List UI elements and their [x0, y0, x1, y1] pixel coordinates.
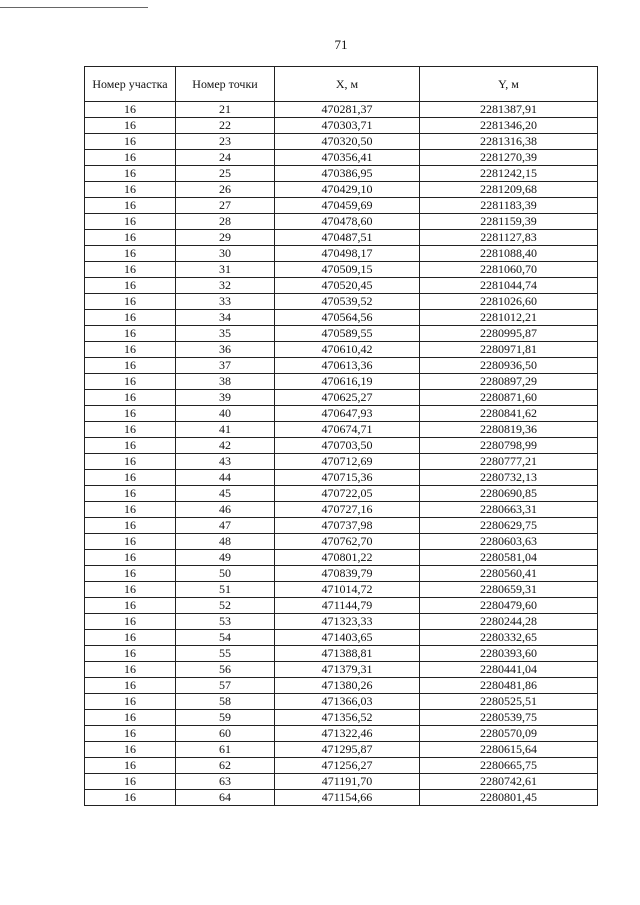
cell-x-coordinate: 470674,71: [275, 422, 420, 438]
cell-point-number: 49: [176, 550, 275, 566]
table-row: [85, 614, 598, 630]
cell-point-number: 59: [176, 710, 275, 726]
table-row: [85, 566, 598, 582]
cell-plot-number: 16: [85, 726, 176, 742]
table-row: [85, 262, 598, 278]
header-point-number: Номер точки: [176, 67, 275, 102]
cell-x-coordinate: 470616,19: [275, 374, 420, 390]
cell-x-coordinate: 470281,37: [275, 102, 420, 118]
cell-point-number: 34: [176, 310, 275, 326]
cell-plot-number: 16: [85, 246, 176, 262]
cell-plot-number: 16: [85, 486, 176, 502]
cell-point-number: 58: [176, 694, 275, 710]
cell-x-coordinate: 470610,42: [275, 342, 420, 358]
table-row: [85, 662, 598, 678]
table-row: [85, 486, 598, 502]
cell-x-coordinate: 470303,71: [275, 118, 420, 134]
cell-plot-number: 16: [85, 630, 176, 646]
cell-y-coordinate: 2281316,38: [420, 134, 598, 150]
cell-y-coordinate: 2280936,50: [420, 358, 598, 374]
cell-point-number: 51: [176, 582, 275, 598]
cell-point-number: 47: [176, 518, 275, 534]
cell-x-coordinate: 470478,60: [275, 214, 420, 230]
cell-point-number: 42: [176, 438, 275, 454]
table-row: [85, 726, 598, 742]
table-row: [85, 518, 598, 534]
table-row: [85, 454, 598, 470]
table-header-row: [85, 67, 598, 102]
cell-point-number: 31: [176, 262, 275, 278]
cell-y-coordinate: 2281242,15: [420, 166, 598, 182]
table-row: [85, 310, 598, 326]
top-edge-rule: [0, 7, 148, 8]
cell-y-coordinate: 2280539,75: [420, 710, 598, 726]
cell-plot-number: 16: [85, 534, 176, 550]
cell-y-coordinate: 2280690,85: [420, 486, 598, 502]
cell-y-coordinate: 2280732,13: [420, 470, 598, 486]
cell-point-number: 39: [176, 390, 275, 406]
cell-x-coordinate: 470703,50: [275, 438, 420, 454]
cell-point-number: 30: [176, 246, 275, 262]
cell-y-coordinate: 2281387,91: [420, 102, 598, 118]
cell-x-coordinate: 471295,87: [275, 742, 420, 758]
cell-x-coordinate: 471191,70: [275, 774, 420, 790]
cell-plot-number: 16: [85, 278, 176, 294]
table-row: [85, 438, 598, 454]
cell-x-coordinate: 470356,41: [275, 150, 420, 166]
cell-x-coordinate: 470801,22: [275, 550, 420, 566]
cell-plot-number: 16: [85, 470, 176, 486]
cell-y-coordinate: 2281088,40: [420, 246, 598, 262]
cell-plot-number: 16: [85, 550, 176, 566]
cell-y-coordinate: 2280479,60: [420, 598, 598, 614]
cell-x-coordinate: 470839,79: [275, 566, 420, 582]
cell-y-coordinate: 2280871,60: [420, 390, 598, 406]
cell-point-number: 61: [176, 742, 275, 758]
cell-point-number: 37: [176, 358, 275, 374]
cell-y-coordinate: 2281012,21: [420, 310, 598, 326]
table-row: [85, 470, 598, 486]
page-number: 71: [334, 37, 348, 52]
cell-x-coordinate: 471388,81: [275, 646, 420, 662]
cell-point-number: 29: [176, 230, 275, 246]
cell-plot-number: 16: [85, 150, 176, 166]
coordinates-table: [84, 66, 598, 806]
cell-x-coordinate: 470539,52: [275, 294, 420, 310]
table-row: [85, 294, 598, 310]
cell-point-number: 24: [176, 150, 275, 166]
cell-point-number: 28: [176, 214, 275, 230]
cell-plot-number: 16: [85, 406, 176, 422]
cell-x-coordinate: 471366,03: [275, 694, 420, 710]
table-row: [85, 694, 598, 710]
cell-x-coordinate: 470429,10: [275, 182, 420, 198]
cell-y-coordinate: 2280897,29: [420, 374, 598, 390]
cell-point-number: 35: [176, 326, 275, 342]
cell-x-coordinate: 471256,27: [275, 758, 420, 774]
cell-y-coordinate: 2281044,74: [420, 278, 598, 294]
cell-plot-number: 16: [85, 214, 176, 230]
cell-point-number: 27: [176, 198, 275, 214]
cell-point-number: 32: [176, 278, 275, 294]
cell-point-number: 50: [176, 566, 275, 582]
cell-plot-number: 16: [85, 518, 176, 534]
cell-point-number: 38: [176, 374, 275, 390]
table-row: [85, 678, 598, 694]
cell-plot-number: 16: [85, 582, 176, 598]
cell-point-number: 46: [176, 502, 275, 518]
cell-plot-number: 16: [85, 102, 176, 118]
table-row: [85, 150, 598, 166]
cell-x-coordinate: 470737,98: [275, 518, 420, 534]
cell-x-coordinate: 470386,95: [275, 166, 420, 182]
table-row: [85, 742, 598, 758]
cell-point-number: 62: [176, 758, 275, 774]
cell-plot-number: 16: [85, 118, 176, 134]
cell-x-coordinate: 470613,36: [275, 358, 420, 374]
cell-plot-number: 16: [85, 294, 176, 310]
cell-y-coordinate: 2280581,04: [420, 550, 598, 566]
cell-plot-number: 16: [85, 758, 176, 774]
cell-plot-number: 16: [85, 182, 176, 198]
cell-y-coordinate: 2280819,36: [420, 422, 598, 438]
cell-point-number: 21: [176, 102, 275, 118]
table-row: [85, 102, 598, 118]
cell-point-number: 22: [176, 118, 275, 134]
cell-plot-number: 16: [85, 502, 176, 518]
cell-y-coordinate: 2280629,75: [420, 518, 598, 534]
cell-point-number: 25: [176, 166, 275, 182]
cell-plot-number: 16: [85, 422, 176, 438]
cell-y-coordinate: 2280798,99: [420, 438, 598, 454]
cell-y-coordinate: 2280570,09: [420, 726, 598, 742]
table-row: [85, 550, 598, 566]
cell-point-number: 48: [176, 534, 275, 550]
cell-x-coordinate: 470712,69: [275, 454, 420, 470]
cell-y-coordinate: 2280659,31: [420, 582, 598, 598]
cell-plot-number: 16: [85, 438, 176, 454]
cell-plot-number: 16: [85, 662, 176, 678]
cell-point-number: 33: [176, 294, 275, 310]
cell-point-number: 54: [176, 630, 275, 646]
table-row: [85, 598, 598, 614]
cell-y-coordinate: 2280332,65: [420, 630, 598, 646]
table-row: [85, 774, 598, 790]
cell-y-coordinate: 2280801,45: [420, 790, 598, 806]
table-row: [85, 390, 598, 406]
cell-x-coordinate: 471144,79: [275, 598, 420, 614]
cell-x-coordinate: 470722,05: [275, 486, 420, 502]
cell-x-coordinate: 471014,72: [275, 582, 420, 598]
header-x-coordinate: X, м: [275, 67, 420, 102]
cell-y-coordinate: 2280665,75: [420, 758, 598, 774]
cell-plot-number: 16: [85, 198, 176, 214]
cell-x-coordinate: 470589,55: [275, 326, 420, 342]
cell-point-number: 53: [176, 614, 275, 630]
cell-y-coordinate: 2280560,41: [420, 566, 598, 582]
cell-point-number: 40: [176, 406, 275, 422]
table-row: [85, 166, 598, 182]
cell-plot-number: 16: [85, 230, 176, 246]
cell-point-number: 55: [176, 646, 275, 662]
cell-plot-number: 16: [85, 678, 176, 694]
table-row: [85, 214, 598, 230]
cell-plot-number: 16: [85, 694, 176, 710]
table-row: [85, 374, 598, 390]
cell-y-coordinate: 2280615,64: [420, 742, 598, 758]
cell-x-coordinate: 470727,16: [275, 502, 420, 518]
table-row: [85, 358, 598, 374]
table-row: [85, 406, 598, 422]
cell-point-number: 26: [176, 182, 275, 198]
cell-point-number: 60: [176, 726, 275, 742]
table-row: [85, 182, 598, 198]
cell-plot-number: 16: [85, 310, 176, 326]
cell-x-coordinate: 471323,33: [275, 614, 420, 630]
cell-plot-number: 16: [85, 454, 176, 470]
cell-plot-number: 16: [85, 358, 176, 374]
cell-x-coordinate: 470762,70: [275, 534, 420, 550]
cell-y-coordinate: 2281026,60: [420, 294, 598, 310]
cell-y-coordinate: 2280971,81: [420, 342, 598, 358]
cell-x-coordinate: 471380,26: [275, 678, 420, 694]
cell-y-coordinate: 2280603,63: [420, 534, 598, 550]
table-body: [85, 102, 598, 806]
cell-x-coordinate: 471322,46: [275, 726, 420, 742]
cell-x-coordinate: 470320,50: [275, 134, 420, 150]
cell-point-number: 23: [176, 134, 275, 150]
cell-y-coordinate: 2281270,39: [420, 150, 598, 166]
header-y-coordinate: Y, м: [420, 67, 598, 102]
cell-point-number: 45: [176, 486, 275, 502]
cell-plot-number: 16: [85, 790, 176, 806]
cell-x-coordinate: 471154,66: [275, 790, 420, 806]
table-row: [85, 198, 598, 214]
table-row: [85, 230, 598, 246]
cell-plot-number: 16: [85, 262, 176, 278]
cell-x-coordinate: 470509,15: [275, 262, 420, 278]
cell-y-coordinate: 2280663,31: [420, 502, 598, 518]
cell-point-number: 56: [176, 662, 275, 678]
cell-y-coordinate: 2281346,20: [420, 118, 598, 134]
cell-x-coordinate: 470459,69: [275, 198, 420, 214]
cell-plot-number: 16: [85, 134, 176, 150]
cell-plot-number: 16: [85, 374, 176, 390]
cell-plot-number: 16: [85, 774, 176, 790]
cell-y-coordinate: 2280841,62: [420, 406, 598, 422]
table-row: [85, 342, 598, 358]
cell-point-number: 43: [176, 454, 275, 470]
cell-x-coordinate: 470625,27: [275, 390, 420, 406]
cell-plot-number: 16: [85, 646, 176, 662]
table-row: [85, 630, 598, 646]
cell-point-number: 44: [176, 470, 275, 486]
table-row: [85, 502, 598, 518]
table-row: [85, 134, 598, 150]
table-row: [85, 246, 598, 262]
table-row: [85, 534, 598, 550]
cell-x-coordinate: 471379,31: [275, 662, 420, 678]
header-plot-number: Номер участка: [85, 67, 176, 102]
table-row: [85, 646, 598, 662]
cell-y-coordinate: 2280441,04: [420, 662, 598, 678]
cell-plot-number: 16: [85, 326, 176, 342]
cell-x-coordinate: 470498,17: [275, 246, 420, 262]
cell-point-number: 36: [176, 342, 275, 358]
cell-y-coordinate: 2280244,28: [420, 614, 598, 630]
cell-plot-number: 16: [85, 390, 176, 406]
cell-x-coordinate: 470564,56: [275, 310, 420, 326]
cell-point-number: 63: [176, 774, 275, 790]
table-row: [85, 710, 598, 726]
table-row: [85, 422, 598, 438]
cell-point-number: 41: [176, 422, 275, 438]
cell-y-coordinate: 2280393,60: [420, 646, 598, 662]
table-row: [85, 758, 598, 774]
cell-x-coordinate: 471403,65: [275, 630, 420, 646]
cell-plot-number: 16: [85, 342, 176, 358]
cell-y-coordinate: 2280742,61: [420, 774, 598, 790]
cell-plot-number: 16: [85, 742, 176, 758]
cell-y-coordinate: 2280525,51: [420, 694, 598, 710]
cell-x-coordinate: 470520,45: [275, 278, 420, 294]
table-row: [85, 118, 598, 134]
table-row: [85, 790, 598, 806]
cell-plot-number: 16: [85, 598, 176, 614]
cell-plot-number: 16: [85, 614, 176, 630]
table-row: [85, 326, 598, 342]
cell-y-coordinate: 2281183,39: [420, 198, 598, 214]
cell-y-coordinate: 2281127,83: [420, 230, 598, 246]
cell-x-coordinate: 470715,36: [275, 470, 420, 486]
cell-point-number: 52: [176, 598, 275, 614]
cell-plot-number: 16: [85, 566, 176, 582]
cell-y-coordinate: 2280995,87: [420, 326, 598, 342]
cell-x-coordinate: 470647,93: [275, 406, 420, 422]
cell-y-coordinate: 2281209,68: [420, 182, 598, 198]
table-row: [85, 278, 598, 294]
table-row: [85, 582, 598, 598]
cell-y-coordinate: 2280481,86: [420, 678, 598, 694]
cell-plot-number: 16: [85, 710, 176, 726]
cell-y-coordinate: 2281159,39: [420, 214, 598, 230]
cell-x-coordinate: 471356,52: [275, 710, 420, 726]
cell-point-number: 57: [176, 678, 275, 694]
cell-plot-number: 16: [85, 166, 176, 182]
cell-y-coordinate: 2280777,21: [420, 454, 598, 470]
cell-point-number: 64: [176, 790, 275, 806]
cell-x-coordinate: 470487,51: [275, 230, 420, 246]
cell-y-coordinate: 2281060,70: [420, 262, 598, 278]
